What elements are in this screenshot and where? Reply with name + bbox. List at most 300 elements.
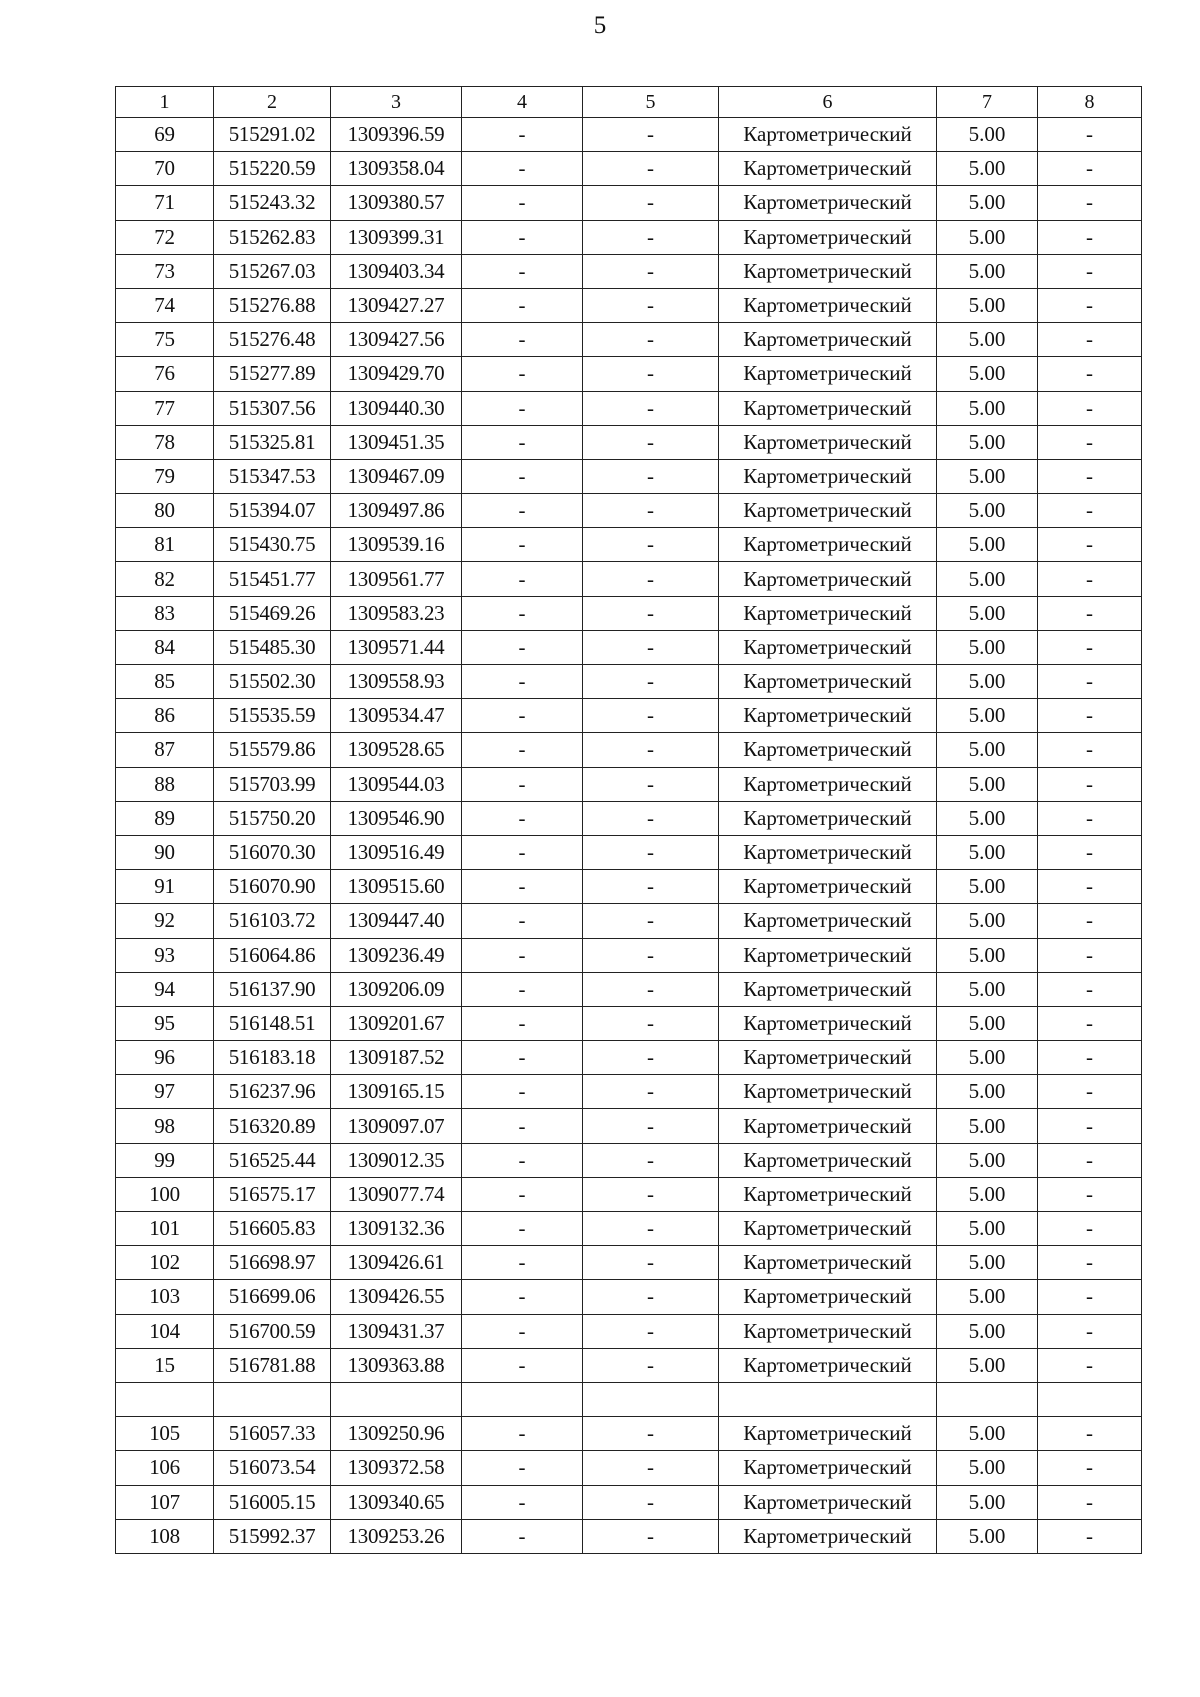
column-header: 8 [1038,87,1142,118]
x-coordinate-cell: 515579.86 [214,733,331,767]
col5-cell: - [583,1143,719,1177]
col8-cell: - [1038,1519,1142,1553]
column-header: 4 [462,87,583,118]
y-coordinate-cell: 1309399.31 [331,220,462,254]
col8-cell: - [1038,323,1142,357]
x-coordinate-cell: 516525.44 [214,1143,331,1177]
y-coordinate-cell: 1309558.93 [331,665,462,699]
col4-cell: - [462,1177,583,1211]
accuracy-cell: 5.00 [937,1348,1038,1382]
accuracy-cell: 5.00 [937,1075,1038,1109]
point-number-cell: 98 [116,1109,214,1143]
point-number-cell: 15 [116,1348,214,1382]
table-header-row [116,87,1142,118]
table-row [116,1348,1142,1382]
point-number-cell: 73 [116,254,214,288]
method-cell: Картометрический [719,870,937,904]
y-coordinate-cell: 1309528.65 [331,733,462,767]
accuracy-cell: 5.00 [937,1451,1038,1485]
col8-cell: - [1038,1041,1142,1075]
point-number-cell: 93 [116,938,214,972]
col8-cell: - [1038,767,1142,801]
y-coordinate-cell: 1309427.27 [331,288,462,322]
method-cell: Картометрический [719,357,937,391]
table-row [116,1314,1142,1348]
accuracy-cell: 5.00 [937,1109,1038,1143]
col5-cell: - [583,357,719,391]
point-number-cell: 86 [116,699,214,733]
y-coordinate-cell: 1309165.15 [331,1075,462,1109]
x-coordinate-cell: 515262.83 [214,220,331,254]
col8-cell: - [1038,972,1142,1006]
table-row [116,288,1142,322]
col8-cell: - [1038,733,1142,767]
x-coordinate-cell: 516103.72 [214,904,331,938]
method-cell: Картометрический [719,1417,937,1451]
accuracy-cell: 5.00 [937,596,1038,630]
accuracy-cell: 5.00 [937,630,1038,664]
accuracy-cell: 5.00 [937,186,1038,220]
col4-cell: - [462,118,583,152]
table-row [116,938,1142,972]
col8-cell: - [1038,562,1142,596]
point-number-cell: 96 [116,1041,214,1075]
col8-cell: - [1038,904,1142,938]
x-coordinate-cell: 516148.51 [214,1006,331,1040]
col8-cell: - [1038,1417,1142,1451]
table-row [116,528,1142,562]
method-cell: Картометрический [719,254,937,288]
table-row [116,220,1142,254]
y-coordinate-cell: 1309206.09 [331,972,462,1006]
col8-cell: - [1038,186,1142,220]
y-coordinate-cell: 1309539.16 [331,528,462,562]
x-coordinate-cell: 515276.48 [214,323,331,357]
x-coordinate-cell: 515276.88 [214,288,331,322]
x-coordinate-cell: 516575.17 [214,1177,331,1211]
col5-cell: - [583,254,719,288]
accuracy-cell: 5.00 [937,1212,1038,1246]
col8-cell: - [1038,494,1142,528]
x-coordinate-cell: 516320.89 [214,1109,331,1143]
method-cell: Картометрический [719,1006,937,1040]
col8-cell: - [1038,1314,1142,1348]
method-cell: Картометрический [719,391,937,425]
x-coordinate-cell: 515277.89 [214,357,331,391]
col5-cell: - [583,699,719,733]
x-coordinate-cell: 516237.96 [214,1075,331,1109]
accuracy-cell: 5.00 [937,904,1038,938]
table-row [116,630,1142,664]
col4-cell: - [462,1451,583,1485]
method-cell: Картометрический [719,1280,937,1314]
point-number-cell: 84 [116,630,214,664]
col8-cell: - [1038,1348,1142,1382]
col5-cell: - [583,152,719,186]
x-coordinate-cell [214,1382,331,1416]
col4-cell: - [462,323,583,357]
table-row [116,1485,1142,1519]
table-row [116,254,1142,288]
col5-cell: - [583,1417,719,1451]
table-row [116,870,1142,904]
y-coordinate-cell: 1309236.49 [331,938,462,972]
col4-cell: - [462,1006,583,1040]
col4-cell: - [462,1348,583,1382]
method-cell: Картометрический [719,1485,937,1519]
point-number-cell: 87 [116,733,214,767]
method-cell: Картометрический [719,1109,937,1143]
col4-cell: - [462,562,583,596]
col8-cell: - [1038,630,1142,664]
col8-cell: - [1038,1109,1142,1143]
table-row [116,391,1142,425]
point-number-cell: 80 [116,494,214,528]
column-header: 1 [116,87,214,118]
accuracy-cell: 5.00 [937,1006,1038,1040]
y-coordinate-cell: 1309431.37 [331,1314,462,1348]
y-coordinate-cell: 1309561.77 [331,562,462,596]
x-coordinate-cell: 516064.86 [214,938,331,972]
col5-cell: - [583,767,719,801]
col4-cell: - [462,801,583,835]
col5-cell: - [583,459,719,493]
method-cell [719,1382,937,1416]
col4-cell: - [462,1519,583,1553]
col8-cell: - [1038,835,1142,869]
point-number-cell: 79 [116,459,214,493]
coordinates-table [115,86,1142,1554]
table-row [116,733,1142,767]
method-cell: Картометрический [719,288,937,322]
col8-cell: - [1038,288,1142,322]
accuracy-cell: 5.00 [937,1417,1038,1451]
point-number-cell: 99 [116,1143,214,1177]
method-cell: Картометрический [719,1212,937,1246]
accuracy-cell: 5.00 [937,1143,1038,1177]
accuracy-cell: 5.00 [937,835,1038,869]
column-header: 5 [583,87,719,118]
y-coordinate-cell: 1309363.88 [331,1348,462,1382]
y-coordinate-cell: 1309372.58 [331,1451,462,1485]
col4-cell: - [462,1314,583,1348]
col8-cell: - [1038,1212,1142,1246]
y-coordinate-cell: 1309250.96 [331,1417,462,1451]
table-row [116,596,1142,630]
x-coordinate-cell: 515992.37 [214,1519,331,1553]
x-coordinate-cell: 515267.03 [214,254,331,288]
method-cell: Картометрический [719,1314,937,1348]
x-coordinate-cell: 516183.18 [214,1041,331,1075]
table-row [116,1417,1142,1451]
point-number-cell: 78 [116,425,214,459]
col4-cell: - [462,767,583,801]
x-coordinate-cell: 515451.77 [214,562,331,596]
table-row [116,1041,1142,1075]
accuracy-cell: 5.00 [937,767,1038,801]
table-row [116,1075,1142,1109]
y-coordinate-cell: 1309201.67 [331,1006,462,1040]
col4-cell: - [462,1280,583,1314]
col4-cell: - [462,459,583,493]
y-coordinate-cell: 1309396.59 [331,118,462,152]
col5-cell: - [583,1314,719,1348]
table-row [116,357,1142,391]
point-number-cell: 81 [116,528,214,562]
col4-cell: - [462,870,583,904]
method-cell: Картометрический [719,1451,937,1485]
y-coordinate-cell: 1309447.40 [331,904,462,938]
point-number-cell: 94 [116,972,214,1006]
x-coordinate-cell: 516073.54 [214,1451,331,1485]
col4-cell: - [462,494,583,528]
x-coordinate-cell: 516700.59 [214,1314,331,1348]
point-number-cell: 88 [116,767,214,801]
table-row [116,186,1142,220]
x-coordinate-cell: 515535.59 [214,699,331,733]
table-row [116,425,1142,459]
table-row [116,1280,1142,1314]
method-cell: Картометрический [719,801,937,835]
y-coordinate-cell [331,1382,462,1416]
table-row [116,767,1142,801]
method-cell: Картометрический [719,665,937,699]
col4-cell: - [462,1485,583,1519]
x-coordinate-cell: 515243.32 [214,186,331,220]
col8-cell: - [1038,254,1142,288]
accuracy-cell: 5.00 [937,1280,1038,1314]
y-coordinate-cell: 1309403.34 [331,254,462,288]
x-coordinate-cell: 515307.56 [214,391,331,425]
table-row [116,835,1142,869]
x-coordinate-cell: 516070.30 [214,835,331,869]
y-coordinate-cell: 1309451.35 [331,425,462,459]
page-number: 5 [593,12,607,39]
table-row [116,801,1142,835]
accuracy-cell: 5.00 [937,118,1038,152]
accuracy-cell: 5.00 [937,1177,1038,1211]
accuracy-cell: 5.00 [937,665,1038,699]
table-row [116,1382,1142,1416]
table-row [116,1246,1142,1280]
col4-cell: - [462,630,583,664]
point-number-cell [116,1382,214,1416]
col8-cell: - [1038,1177,1142,1211]
method-cell: Картометрический [719,938,937,972]
point-number-cell: 92 [116,904,214,938]
table-body [116,118,1142,1554]
col5-cell: - [583,1280,719,1314]
point-number-cell: 105 [116,1417,214,1451]
method-cell: Картометрический [719,494,937,528]
method-cell: Картометрический [719,528,937,562]
y-coordinate-cell: 1309571.44 [331,630,462,664]
x-coordinate-cell: 515469.26 [214,596,331,630]
accuracy-cell: 5.00 [937,459,1038,493]
accuracy-cell: 5.00 [937,562,1038,596]
x-coordinate-cell: 516005.15 [214,1485,331,1519]
y-coordinate-cell: 1309097.07 [331,1109,462,1143]
col4-cell: - [462,1212,583,1246]
col4-cell: - [462,665,583,699]
table-row [116,1109,1142,1143]
col8-cell: - [1038,528,1142,562]
y-coordinate-cell: 1309426.61 [331,1246,462,1280]
y-coordinate-cell: 1309012.35 [331,1143,462,1177]
col8-cell: - [1038,1075,1142,1109]
col5-cell: - [583,425,719,459]
col5-cell: - [583,630,719,664]
accuracy-cell: 5.00 [937,288,1038,322]
table-row [116,118,1142,152]
x-coordinate-cell: 515485.30 [214,630,331,664]
y-coordinate-cell: 1309583.23 [331,596,462,630]
y-coordinate-cell: 1309426.55 [331,1280,462,1314]
table-row [116,972,1142,1006]
accuracy-cell: 5.00 [937,323,1038,357]
accuracy-cell: 5.00 [937,870,1038,904]
col5-cell: - [583,528,719,562]
col4-cell: - [462,152,583,186]
table-row [116,1006,1142,1040]
y-coordinate-cell: 1309516.49 [331,835,462,869]
method-cell: Картометрический [719,152,937,186]
col5-cell: - [583,1075,719,1109]
col5-cell: - [583,562,719,596]
col8-cell: - [1038,699,1142,733]
method-cell: Картометрический [719,733,937,767]
point-number-cell: 103 [116,1280,214,1314]
point-number-cell: 69 [116,118,214,152]
x-coordinate-cell: 516781.88 [214,1348,331,1382]
col4-cell: - [462,1417,583,1451]
col8-cell: - [1038,1246,1142,1280]
col4-cell: - [462,835,583,869]
y-coordinate-cell: 1309497.86 [331,494,462,528]
col5-cell: - [583,1006,719,1040]
y-coordinate-cell: 1309358.04 [331,152,462,186]
col4-cell: - [462,357,583,391]
point-number-cell: 74 [116,288,214,322]
col5-cell: - [583,801,719,835]
method-cell: Картометрический [719,972,937,1006]
col8-cell: - [1038,391,1142,425]
y-coordinate-cell: 1309429.70 [331,357,462,391]
method-cell: Картометрический [719,1348,937,1382]
point-number-cell: 77 [116,391,214,425]
x-coordinate-cell: 515291.02 [214,118,331,152]
x-coordinate-cell: 516605.83 [214,1212,331,1246]
accuracy-cell: 5.00 [937,494,1038,528]
col5-cell: - [583,1212,719,1246]
col5-cell [583,1382,719,1416]
x-coordinate-cell: 516137.90 [214,972,331,1006]
method-cell: Картометрический [719,186,937,220]
method-cell: Картометрический [719,596,937,630]
point-number-cell: 83 [116,596,214,630]
col8-cell [1038,1382,1142,1416]
col5-cell: - [583,596,719,630]
col4-cell: - [462,596,583,630]
point-number-cell: 85 [116,665,214,699]
col4-cell: - [462,1109,583,1143]
point-number-cell: 70 [116,152,214,186]
col8-cell: - [1038,596,1142,630]
point-number-cell: 107 [116,1485,214,1519]
point-number-cell: 106 [116,1451,214,1485]
col8-cell: - [1038,118,1142,152]
col4-cell: - [462,220,583,254]
method-cell: Картометрический [719,1143,937,1177]
method-cell: Картометрический [719,1041,937,1075]
y-coordinate-cell: 1309440.30 [331,391,462,425]
point-number-cell: 102 [116,1246,214,1280]
x-coordinate-cell: 516057.33 [214,1417,331,1451]
col5-cell: - [583,870,719,904]
method-cell: Картометрический [719,699,937,733]
point-number-cell: 108 [116,1519,214,1553]
column-header: 7 [937,87,1038,118]
accuracy-cell: 5.00 [937,152,1038,186]
accuracy-cell [937,1382,1038,1416]
point-number-cell: 91 [116,870,214,904]
y-coordinate-cell: 1309187.52 [331,1041,462,1075]
col5-cell: - [583,835,719,869]
point-number-cell: 90 [116,835,214,869]
col5-cell: - [583,1519,719,1553]
method-cell: Картометрический [719,1246,937,1280]
table-row [116,904,1142,938]
col4-cell [462,1382,583,1416]
col4-cell: - [462,1075,583,1109]
point-number-cell: 101 [116,1212,214,1246]
point-number-cell: 97 [116,1075,214,1109]
table-row [116,152,1142,186]
col8-cell: - [1038,938,1142,972]
x-coordinate-cell: 515220.59 [214,152,331,186]
x-coordinate-cell: 515750.20 [214,801,331,835]
col5-cell: - [583,494,719,528]
table-row [116,699,1142,733]
col4-cell: - [462,254,583,288]
accuracy-cell: 5.00 [937,220,1038,254]
x-coordinate-cell: 516698.97 [214,1246,331,1280]
point-number-cell: 76 [116,357,214,391]
point-number-cell: 95 [116,1006,214,1040]
table-row [116,1177,1142,1211]
y-coordinate-cell: 1309534.47 [331,699,462,733]
method-cell: Картометрический [719,1177,937,1211]
col5-cell: - [583,904,719,938]
table-row [116,1519,1142,1553]
col5-cell: - [583,733,719,767]
accuracy-cell: 5.00 [937,254,1038,288]
table-row [116,459,1142,493]
x-coordinate-cell: 515430.75 [214,528,331,562]
y-coordinate-cell: 1309515.60 [331,870,462,904]
col4-cell: - [462,972,583,1006]
col5-cell: - [583,972,719,1006]
col4-cell: - [462,938,583,972]
point-number-cell: 71 [116,186,214,220]
point-number-cell: 75 [116,323,214,357]
method-cell: Картометрический [719,425,937,459]
method-cell: Картометрический [719,220,937,254]
col5-cell: - [583,1451,719,1485]
col5-cell: - [583,665,719,699]
method-cell: Картометрический [719,562,937,596]
col4-cell: - [462,1143,583,1177]
